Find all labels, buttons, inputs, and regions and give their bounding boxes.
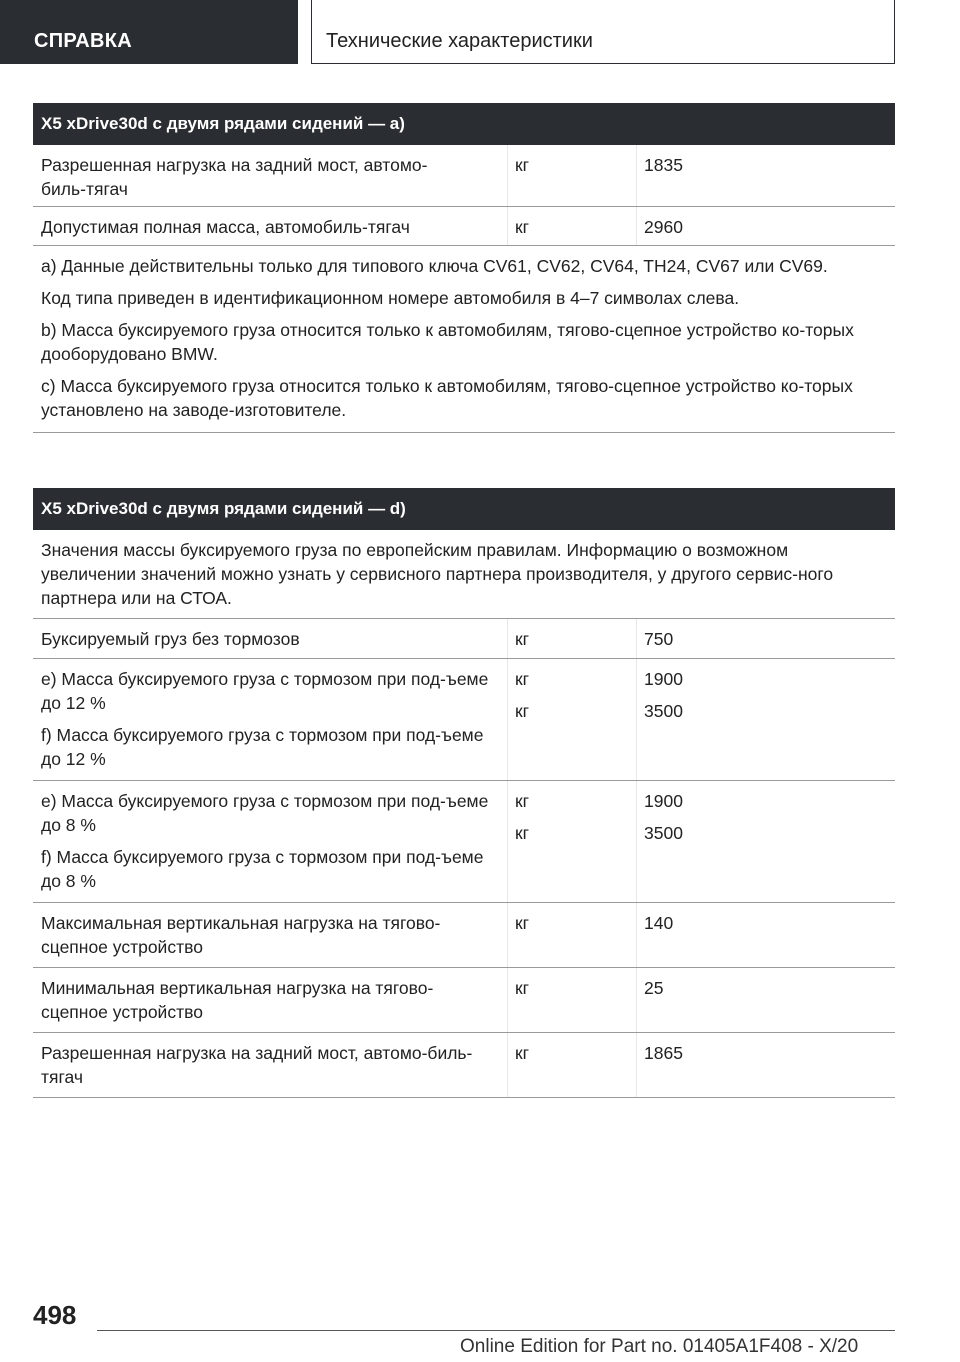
footnote: Код типа приведен в идентификационном номере автомобиля в 4–7 символах слева. — [41, 288, 740, 308]
row-value: 25 — [644, 978, 664, 998]
row-unit: кг — [515, 155, 530, 175]
row-value: 1835 — [644, 155, 683, 175]
row-value: 140 — [644, 913, 674, 933]
row-description — [41, 667, 496, 771]
spec-table-2 — [33, 488, 895, 1098]
footer-divider — [97, 1330, 895, 1331]
table-row — [33, 145, 895, 207]
row-description-line: f) Масса буксируемого груза с тормозом при под-ъеме до 8 % — [41, 847, 484, 891]
header-title-box — [311, 0, 895, 64]
table-row — [33, 1033, 895, 1098]
row-description — [41, 789, 496, 893]
table-row — [33, 619, 895, 659]
header-section-label: СПРАВКА — [34, 30, 133, 52]
table-row — [33, 207, 895, 246]
row-value: 1865 — [644, 1043, 683, 1063]
table-row — [33, 781, 895, 903]
row-description: Минимальная вертикальная нагрузка на тягово-сцепное устройство — [41, 978, 434, 1022]
row-unit: кг — [515, 1043, 530, 1063]
table-2-intro: Значения массы буксируемого груза по европейским правилам. Информацию о возможном увеличении значений можно узнать у сервисного партнера производителя, у другого сервис-ного партнера или на СТОА. — [33, 530, 895, 619]
row-unit: кг — [515, 217, 530, 237]
header-section-tab — [0, 0, 298, 64]
row-description: Допустимая полная масса, автомобиль-тягач — [41, 217, 410, 237]
row-value: 2960 — [644, 217, 683, 237]
header-title: Технические характеристики — [326, 30, 593, 52]
row-description: Разрешенная нагрузка на задний мост, автомо- биль-тягач — [41, 155, 428, 199]
row-value: 750 — [644, 629, 674, 649]
row-description-line: f) Масса буксируемого груза с тормозом при под-ъеме до 12 % — [41, 725, 484, 769]
footnotes — [33, 246, 895, 433]
row-unit: кг — [515, 629, 530, 649]
table-2-title: X5 xDrive30d с двумя рядами сидений — d) — [33, 488, 895, 530]
footnote: a) Данные действительны только для типового ключа CV61, CV62, CV64, TH24, CV67 или CV69. — [41, 256, 828, 276]
row-unit: кг — [515, 978, 530, 998]
row-value: 1900 3500 — [644, 669, 683, 721]
row-value: 1900 3500 — [644, 791, 683, 843]
row-description: Максимальная вертикальная нагрузка на тягово-сцепное устройство — [41, 913, 441, 957]
footnote: b) Масса буксируемого груза относится только к автомобилям, тягово-сцепное устройство ко-торых дооборудовано BMW. — [41, 320, 854, 364]
page-number: 498 — [33, 1300, 77, 1330]
footer-edition: Online Edition for Part no. 01405A1F408 - X/20 — [460, 1336, 859, 1357]
row-description: Разрешенная нагрузка на задний мост, автомо-биль-тягач — [41, 1043, 473, 1087]
spec-table-1 — [33, 103, 895, 433]
table-row — [33, 903, 895, 968]
row-description-line: e) Масса буксируемого груза с тормозом при под-ъеме до 12 % — [41, 669, 489, 713]
table-row — [33, 968, 895, 1033]
table-row — [33, 659, 895, 781]
row-description-line: e) Масса буксируемого груза с тормозом при под-ъеме до 8 % — [41, 791, 489, 835]
row-unit: кг — [515, 913, 530, 933]
row-description: Буксируемый груз без тормозов — [41, 629, 300, 649]
table-1-title: X5 xDrive30d с двумя рядами сидений — a) — [33, 103, 895, 145]
row-unit: кг кг — [515, 669, 530, 721]
footnote: c) Масса буксируемого груза относится только к автомобилям, тягово-сцепное устройство ко-торых установлено на заводе-изготовителе. — [41, 376, 853, 420]
row-unit: кг кг — [515, 791, 530, 843]
